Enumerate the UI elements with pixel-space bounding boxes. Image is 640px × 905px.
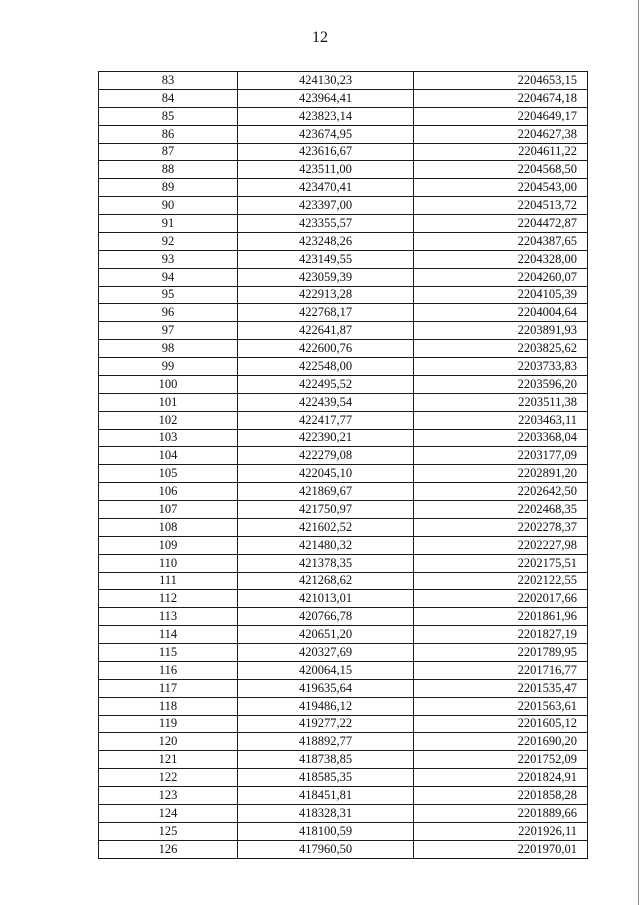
- x-coordinate-cell: 422641,87: [238, 322, 414, 340]
- table-row: [99, 751, 588, 769]
- table-row: [99, 179, 588, 197]
- point-number-cell: 84: [99, 89, 238, 107]
- x-coordinate-cell: 423470,41: [238, 179, 414, 197]
- table-row: [99, 232, 588, 250]
- point-number-cell: 123: [99, 787, 238, 805]
- y-coordinate-cell: 2204105,39: [414, 286, 588, 304]
- table-row: [99, 215, 588, 233]
- point-number-cell: 96: [99, 304, 238, 322]
- x-coordinate-cell: 418738,85: [238, 751, 414, 769]
- point-number-cell: 106: [99, 483, 238, 501]
- x-coordinate-cell: 422045,10: [238, 465, 414, 483]
- point-number-cell: 88: [99, 161, 238, 179]
- table-row: [99, 72, 588, 90]
- y-coordinate-cell: 2203825,62: [414, 340, 588, 358]
- point-number-cell: 99: [99, 358, 238, 376]
- table-row: [99, 769, 588, 787]
- y-coordinate-cell: 2201605,12: [414, 715, 588, 733]
- table-row: [99, 125, 588, 143]
- y-coordinate-cell: 2204568,50: [414, 161, 588, 179]
- y-coordinate-cell: 2201690,20: [414, 733, 588, 751]
- point-number-cell: 126: [99, 840, 238, 858]
- table-row: [99, 143, 588, 161]
- point-number-cell: 118: [99, 697, 238, 715]
- x-coordinate-cell: 422390,21: [238, 429, 414, 447]
- y-coordinate-cell: 2204543,00: [414, 179, 588, 197]
- table-row: [99, 787, 588, 805]
- y-coordinate-cell: 2204674,18: [414, 89, 588, 107]
- point-number-cell: 119: [99, 715, 238, 733]
- y-coordinate-cell: 2202642,50: [414, 483, 588, 501]
- point-number-cell: 87: [99, 143, 238, 161]
- table-row: [99, 536, 588, 554]
- point-number-cell: 86: [99, 125, 238, 143]
- y-coordinate-cell: 2203511,38: [414, 393, 588, 411]
- table-row: [99, 447, 588, 465]
- point-number-cell: 101: [99, 393, 238, 411]
- point-number-cell: 108: [99, 518, 238, 536]
- point-number-cell: 115: [99, 644, 238, 662]
- y-coordinate-cell: 2201861,96: [414, 608, 588, 626]
- point-number-cell: 94: [99, 268, 238, 286]
- x-coordinate-cell: 418892,77: [238, 733, 414, 751]
- y-coordinate-cell: 2202891,20: [414, 465, 588, 483]
- point-number-cell: 105: [99, 465, 238, 483]
- x-coordinate-cell: 423674,95: [238, 125, 414, 143]
- point-number-cell: 98: [99, 340, 238, 358]
- point-number-cell: 122: [99, 769, 238, 787]
- table-row: [99, 358, 588, 376]
- point-number-cell: 110: [99, 554, 238, 572]
- table-row: [99, 465, 588, 483]
- x-coordinate-cell: 420064,15: [238, 661, 414, 679]
- point-number-cell: 90: [99, 197, 238, 215]
- x-coordinate-cell: 421268,62: [238, 572, 414, 590]
- x-coordinate-cell: 420327,69: [238, 644, 414, 662]
- x-coordinate-cell: 422548,00: [238, 358, 414, 376]
- y-coordinate-cell: 2203368,04: [414, 429, 588, 447]
- x-coordinate-cell: 422439,54: [238, 393, 414, 411]
- page-edge: [638, 0, 639, 905]
- y-coordinate-cell: 2204472,87: [414, 215, 588, 233]
- x-coordinate-cell: 423059,39: [238, 268, 414, 286]
- point-number-cell: 102: [99, 411, 238, 429]
- table-row: [99, 840, 588, 858]
- point-number-cell: 112: [99, 590, 238, 608]
- table-row: [99, 411, 588, 429]
- coordinates-table-body: [99, 72, 588, 859]
- y-coordinate-cell: 2201827,19: [414, 626, 588, 644]
- x-coordinate-cell: 420651,20: [238, 626, 414, 644]
- y-coordinate-cell: 2204513,72: [414, 197, 588, 215]
- x-coordinate-cell: 421480,32: [238, 536, 414, 554]
- table-row: [99, 304, 588, 322]
- x-coordinate-cell: 423616,67: [238, 143, 414, 161]
- table-row: [99, 250, 588, 268]
- x-coordinate-cell: 421602,52: [238, 518, 414, 536]
- x-coordinate-cell: 418451,81: [238, 787, 414, 805]
- table-row: [99, 340, 588, 358]
- y-coordinate-cell: 2204004,64: [414, 304, 588, 322]
- table-row: [99, 161, 588, 179]
- point-number-cell: 114: [99, 626, 238, 644]
- table-row: [99, 715, 588, 733]
- point-number-cell: 120: [99, 733, 238, 751]
- y-coordinate-cell: 2202175,51: [414, 554, 588, 572]
- point-number-cell: 91: [99, 215, 238, 233]
- y-coordinate-cell: 2203596,20: [414, 375, 588, 393]
- x-coordinate-cell: 423397,00: [238, 197, 414, 215]
- table-row: [99, 286, 588, 304]
- y-coordinate-cell: 2204627,38: [414, 125, 588, 143]
- table-row: [99, 822, 588, 840]
- table-row: [99, 89, 588, 107]
- table-row: [99, 804, 588, 822]
- x-coordinate-cell: 421378,35: [238, 554, 414, 572]
- table-row: [99, 661, 588, 679]
- x-coordinate-cell: 422768,17: [238, 304, 414, 322]
- x-coordinate-cell: 423964,41: [238, 89, 414, 107]
- point-number-cell: 107: [99, 501, 238, 519]
- table-row: [99, 644, 588, 662]
- y-coordinate-cell: 2201716,77: [414, 661, 588, 679]
- point-number-cell: 109: [99, 536, 238, 554]
- table-row: [99, 107, 588, 125]
- point-number-cell: 93: [99, 250, 238, 268]
- y-coordinate-cell: 2204611,22: [414, 143, 588, 161]
- y-coordinate-cell: 2201858,28: [414, 787, 588, 805]
- x-coordinate-cell: 419277,22: [238, 715, 414, 733]
- table-row: [99, 268, 588, 286]
- table-row: [99, 572, 588, 590]
- point-number-cell: 116: [99, 661, 238, 679]
- table-row: [99, 590, 588, 608]
- point-number-cell: 89: [99, 179, 238, 197]
- table-row: [99, 197, 588, 215]
- point-number-cell: 85: [99, 107, 238, 125]
- table-row: [99, 483, 588, 501]
- y-coordinate-cell: 2201926,11: [414, 822, 588, 840]
- x-coordinate-cell: 418328,31: [238, 804, 414, 822]
- x-coordinate-cell: 421013,01: [238, 590, 414, 608]
- point-number-cell: 125: [99, 822, 238, 840]
- y-coordinate-cell: 2203177,09: [414, 447, 588, 465]
- x-coordinate-cell: 422600,76: [238, 340, 414, 358]
- y-coordinate-cell: 2202278,37: [414, 518, 588, 536]
- y-coordinate-cell: 2201535,47: [414, 679, 588, 697]
- x-coordinate-cell: 421750,97: [238, 501, 414, 519]
- y-coordinate-cell: 2204649,17: [414, 107, 588, 125]
- y-coordinate-cell: 2204260,07: [414, 268, 588, 286]
- x-coordinate-cell: 418585,35: [238, 769, 414, 787]
- x-coordinate-cell: 421869,67: [238, 483, 414, 501]
- table-row: [99, 322, 588, 340]
- point-number-cell: 113: [99, 608, 238, 626]
- point-number-cell: 83: [99, 72, 238, 90]
- table-row: [99, 554, 588, 572]
- x-coordinate-cell: 423823,14: [238, 107, 414, 125]
- y-coordinate-cell: 2204387,65: [414, 232, 588, 250]
- y-coordinate-cell: 2203733,83: [414, 358, 588, 376]
- y-coordinate-cell: 2201824,91: [414, 769, 588, 787]
- y-coordinate-cell: 2201752,09: [414, 751, 588, 769]
- coordinates-table: [98, 71, 588, 859]
- x-coordinate-cell: 422913,28: [238, 286, 414, 304]
- y-coordinate-cell: 2204328,00: [414, 250, 588, 268]
- y-coordinate-cell: 2201970,01: [414, 840, 588, 858]
- y-coordinate-cell: 2203463,11: [414, 411, 588, 429]
- x-coordinate-cell: 417960,50: [238, 840, 414, 858]
- x-coordinate-cell: 419486,12: [238, 697, 414, 715]
- table-row: [99, 393, 588, 411]
- y-coordinate-cell: 2201563,61: [414, 697, 588, 715]
- point-number-cell: 111: [99, 572, 238, 590]
- table-row: [99, 679, 588, 697]
- point-number-cell: 124: [99, 804, 238, 822]
- y-coordinate-cell: 2203891,93: [414, 322, 588, 340]
- x-coordinate-cell: 420766,78: [238, 608, 414, 626]
- table-row: [99, 733, 588, 751]
- point-number-cell: 117: [99, 679, 238, 697]
- point-number-cell: 92: [99, 232, 238, 250]
- x-coordinate-cell: 422495,52: [238, 375, 414, 393]
- y-coordinate-cell: 2204653,15: [414, 72, 588, 90]
- table-row: [99, 697, 588, 715]
- point-number-cell: 103: [99, 429, 238, 447]
- table-row: [99, 626, 588, 644]
- x-coordinate-cell: 423149,55: [238, 250, 414, 268]
- x-coordinate-cell: 423511,00: [238, 161, 414, 179]
- table-row: [99, 429, 588, 447]
- x-coordinate-cell: 423355,57: [238, 215, 414, 233]
- point-number-cell: 104: [99, 447, 238, 465]
- y-coordinate-cell: 2202122,55: [414, 572, 588, 590]
- y-coordinate-cell: 2202468,35: [414, 501, 588, 519]
- x-coordinate-cell: 422279,08: [238, 447, 414, 465]
- page-number: 12: [312, 29, 328, 46]
- point-number-cell: 97: [99, 322, 238, 340]
- table-row: [99, 375, 588, 393]
- point-number-cell: 100: [99, 375, 238, 393]
- table-row: [99, 608, 588, 626]
- x-coordinate-cell: 418100,59: [238, 822, 414, 840]
- x-coordinate-cell: 424130,23: [238, 72, 414, 90]
- y-coordinate-cell: 2202017,66: [414, 590, 588, 608]
- point-number-cell: 121: [99, 751, 238, 769]
- y-coordinate-cell: 2202227,98: [414, 536, 588, 554]
- x-coordinate-cell: 423248,26: [238, 232, 414, 250]
- y-coordinate-cell: 2201889,66: [414, 804, 588, 822]
- x-coordinate-cell: 422417,77: [238, 411, 414, 429]
- x-coordinate-cell: 419635,64: [238, 679, 414, 697]
- table-row: [99, 518, 588, 536]
- y-coordinate-cell: 2201789,95: [414, 644, 588, 662]
- table-row: [99, 501, 588, 519]
- point-number-cell: 95: [99, 286, 238, 304]
